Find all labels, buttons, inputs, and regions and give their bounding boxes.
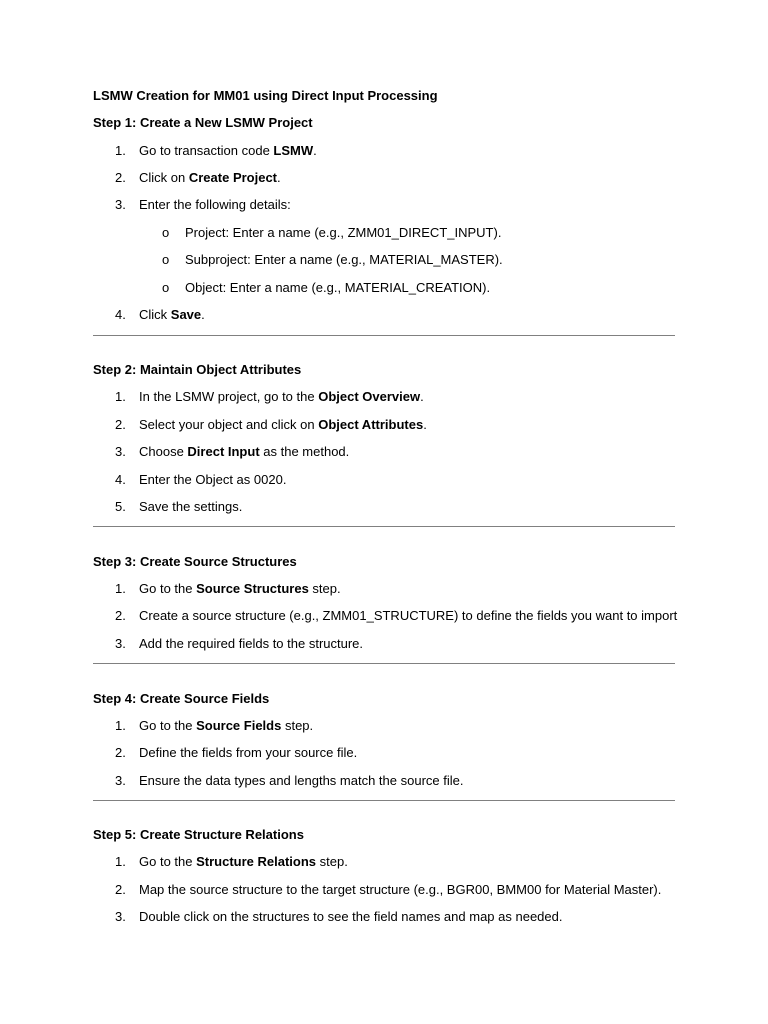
list-number: 4.: [115, 472, 126, 487]
bullet-marker: o: [162, 280, 170, 295]
list-text: In the LSMW project, go to the Object Overview.: [139, 389, 424, 404]
bullet-marker: o: [162, 252, 170, 267]
list-number: 1.: [115, 143, 126, 158]
list-text: Choose Direct Input as the method.: [139, 444, 350, 459]
list-text: Subproject: Enter a name (e.g., MATERIAL_MASTER).: [185, 252, 503, 267]
list-number: 3.: [115, 909, 126, 924]
list-text: Click on Create Project.: [139, 170, 281, 185]
list-number: 2.: [115, 608, 126, 623]
list-number: 1.: [115, 854, 126, 869]
list-text: Select your object and click on Object Attributes.: [139, 417, 427, 432]
list-text: Create a source structure (e.g., ZMM01_STRUCTURE) to define the fields you want to import: [139, 608, 678, 623]
step4-title: Step 4: Create Source Fields: [93, 691, 270, 706]
section-divider: [93, 663, 675, 664]
list-text: Map the source structure to the target structure (e.g., BGR00, BMM00 for Material Master).: [139, 882, 662, 897]
list-number: 1.: [115, 581, 126, 596]
list-number: 3.: [115, 444, 126, 459]
section-divider: [93, 526, 675, 527]
list-number: 3.: [115, 197, 126, 212]
list-text: Go to the Structure Relations step.: [139, 854, 348, 869]
list-number: 2.: [115, 417, 126, 432]
section-divider: [93, 800, 675, 801]
step3-title: Step 3: Create Source Structures: [93, 554, 297, 569]
list-number: 2.: [115, 882, 126, 897]
step1-title: Step 1: Create a New LSMW Project: [93, 115, 313, 130]
list-number: 3.: [115, 773, 126, 788]
step5-title: Step 5: Create Structure Relations: [93, 827, 304, 842]
list-number: 5.: [115, 499, 126, 514]
list-text: Enter the following details:: [139, 197, 291, 212]
list-number: 3.: [115, 636, 126, 651]
list-text: Object: Enter a name (e.g., MATERIAL_CREATION).: [185, 280, 491, 295]
step2-title: Step 2: Maintain Object Attributes: [93, 362, 302, 377]
list-text: Enter the Object as 0020.: [139, 472, 287, 487]
list-number: 1.: [115, 389, 126, 404]
list-text: Add the required fields to the structure.: [139, 636, 364, 651]
list-number: 2.: [115, 745, 126, 760]
list-number: 2.: [115, 170, 126, 185]
list-text: Save the settings.: [139, 499, 243, 514]
list-number: 4.: [115, 307, 126, 322]
section-divider: [93, 335, 675, 336]
document-title: LSMW Creation for MM01 using Direct Input Processing: [93, 88, 438, 103]
list-text: Double click on the structures to see the field names and map as needed.: [139, 909, 563, 924]
list-text: Go to the Source Fields step.: [139, 718, 314, 733]
bullet-marker: o: [162, 225, 170, 240]
list-text: Project: Enter a name (e.g., ZMM01_DIRECT_INPUT).: [185, 225, 502, 240]
list-text: Click Save.: [139, 307, 205, 322]
list-text: Define the fields from your source file.: [139, 745, 358, 760]
list-text: Go to transaction code LSMW.: [139, 143, 317, 158]
list-text: Go to the Source Structures step.: [139, 581, 341, 596]
list-number: 1.: [115, 718, 126, 733]
list-text: Ensure the data types and lengths match the source file.: [139, 773, 464, 788]
